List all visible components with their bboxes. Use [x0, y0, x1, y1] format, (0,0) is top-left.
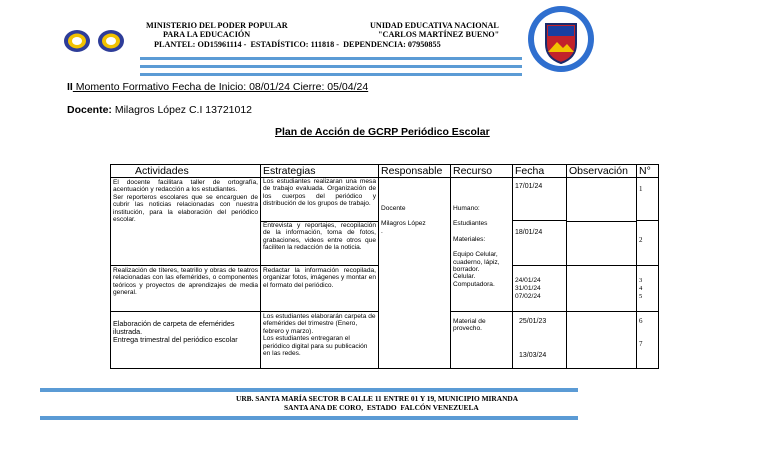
table-header-row	[111, 165, 659, 178]
footer-rule-top	[40, 388, 578, 392]
page-title: Plan de Acción de GCRP Periódico Escolar	[275, 126, 490, 138]
fecha-b: 18/01/24	[515, 229, 543, 236]
estrategia-cell	[261, 312, 379, 369]
ministry-line-2: PARA LA EDUCACIÓN	[163, 30, 251, 39]
estrategia-cell	[261, 178, 379, 266]
responsable-docente: Docente	[381, 205, 406, 212]
header-recurso: Recurso	[451, 165, 513, 178]
numero-cell: 3 4 5	[637, 266, 659, 312]
school-seal-icon	[527, 5, 595, 73]
recurso-cell: Material de provecho.	[451, 312, 513, 369]
fecha-a: 17/01/24	[513, 178, 566, 221]
numero-b: 7	[639, 340, 643, 349]
header-responsable: Responsable	[379, 165, 451, 178]
recurso-equipo: Equipo Celular, cuaderno, lápiz, borrador. Celular. Computadora.	[453, 251, 500, 288]
plantel-line: PLANTEL: OD15961114 - ESTADÍSTICO: 111818 - DEPENDENCIA: 07950855	[154, 40, 441, 49]
moment-number: II	[67, 81, 73, 93]
actividad-cell	[111, 312, 261, 369]
footer-rule-bottom	[40, 416, 578, 420]
fecha-cell	[513, 312, 567, 369]
actividad-cell: Realización de títeres, teatrillo y obras de teatros relacionadas con las efemérides, o componentes teóricos y proyectos de aprendizajes de media general.	[111, 266, 261, 312]
observacion-divider	[567, 178, 636, 222]
recurso-humano: Humano:	[453, 205, 480, 212]
observacion-cell	[567, 312, 637, 369]
footer-address-line-2: SANTA ANA DE CORO, ESTADO FALCÓN VENEZUELA	[284, 403, 479, 412]
table-row	[111, 178, 659, 266]
moment-line	[67, 81, 368, 93]
actividad-a: Elaboración de carpeta de efemérides ilustrada.	[113, 319, 235, 336]
numero-b: 2	[639, 236, 643, 244]
observacion-cell	[567, 266, 637, 312]
estrategia-b: Entrevista y reportajes, recopilación de la información, toma de fotos, grabaciones, videos entre otros que faciliten la redacción de la noticia.	[263, 222, 376, 252]
estrategia-cell: Redactar la información recopilada, organizar fotos, imágenes y montar en el formato del periódico.	[261, 266, 379, 312]
responsable-nombre: Milagros López .	[381, 220, 426, 235]
school-logo-icon	[62, 28, 128, 54]
ministry-line-1: MINISTERIO DEL PODER POPULAR	[146, 21, 288, 30]
school-line-1: UNIDAD EDUCATIVA NACIONAL	[370, 21, 499, 30]
header-rule-1	[140, 57, 522, 60]
footer-address-line-1: URB. SANTA MARÍA SECTOR B CALLE 11 ENTRE 01 Y 19, MUNICIPIO MIRANDA	[236, 394, 519, 403]
recurso-estudiantes: Estudiantes	[453, 220, 488, 228]
numero-a: 1	[637, 178, 658, 221]
header-observacion: Observación	[567, 165, 637, 178]
header-numero: N°	[637, 165, 659, 178]
header-rule-2	[140, 65, 522, 68]
docente-label: Docente:	[67, 104, 112, 116]
numero-cell	[637, 312, 659, 369]
recurso-cell	[451, 178, 513, 312]
school-line-2: "CARLOS MARTÍNEZ BUENO"	[378, 30, 500, 39]
estrategia-b: Los estudiantes entregaran el periódico digital para su publicación en las redes.	[263, 335, 368, 358]
numero-cell	[637, 178, 659, 266]
fecha-cell: 24/01/24 31/01/24 07/02/24	[513, 266, 567, 312]
plan-table	[110, 164, 659, 369]
responsable-cell	[379, 178, 451, 369]
header-rule-3	[140, 73, 522, 76]
header-estrategias: Estrategias	[261, 165, 379, 178]
actividad-b: Entrega trimestral del periódico escolar	[113, 335, 238, 344]
header-actividades: Actividades	[111, 165, 261, 178]
docente-line	[67, 104, 252, 116]
recurso-materiales: Materiales:	[453, 235, 486, 243]
fecha-cell	[513, 178, 567, 266]
moment-dates: Momento Formativo Fecha de Inicio: 08/01/24 Cierre: 05/04/24	[72, 81, 369, 93]
observacion-cell	[567, 178, 637, 266]
estrategia-a: Los estudiantes elaborarán carpeta de efemérides del trimestre (Enero, febrero y marzo).	[263, 313, 376, 335]
estrategia-a: Los estudiantes realizaran una mesa de trabajo evaluada. Organización de los cuerpos del periódico y distribución de los grupos de trabajo.	[261, 178, 378, 222]
fecha-a: 25/01/23	[519, 318, 547, 325]
actividad-cell: El docente facilitara taller de ortografía, acentuación y redacción a los estudiantes. Ser reporteros escolares que se encarguen de cubrir las noticias relacionadas con nuestra institución, para la elaboración del periódico escolar.	[111, 178, 261, 266]
header-fecha: Fecha	[513, 165, 567, 178]
fecha-b: 13/03/24	[519, 352, 547, 360]
numero-a: 6	[639, 317, 643, 325]
docente-value: Milagros López C.I 13721012	[111, 104, 253, 116]
